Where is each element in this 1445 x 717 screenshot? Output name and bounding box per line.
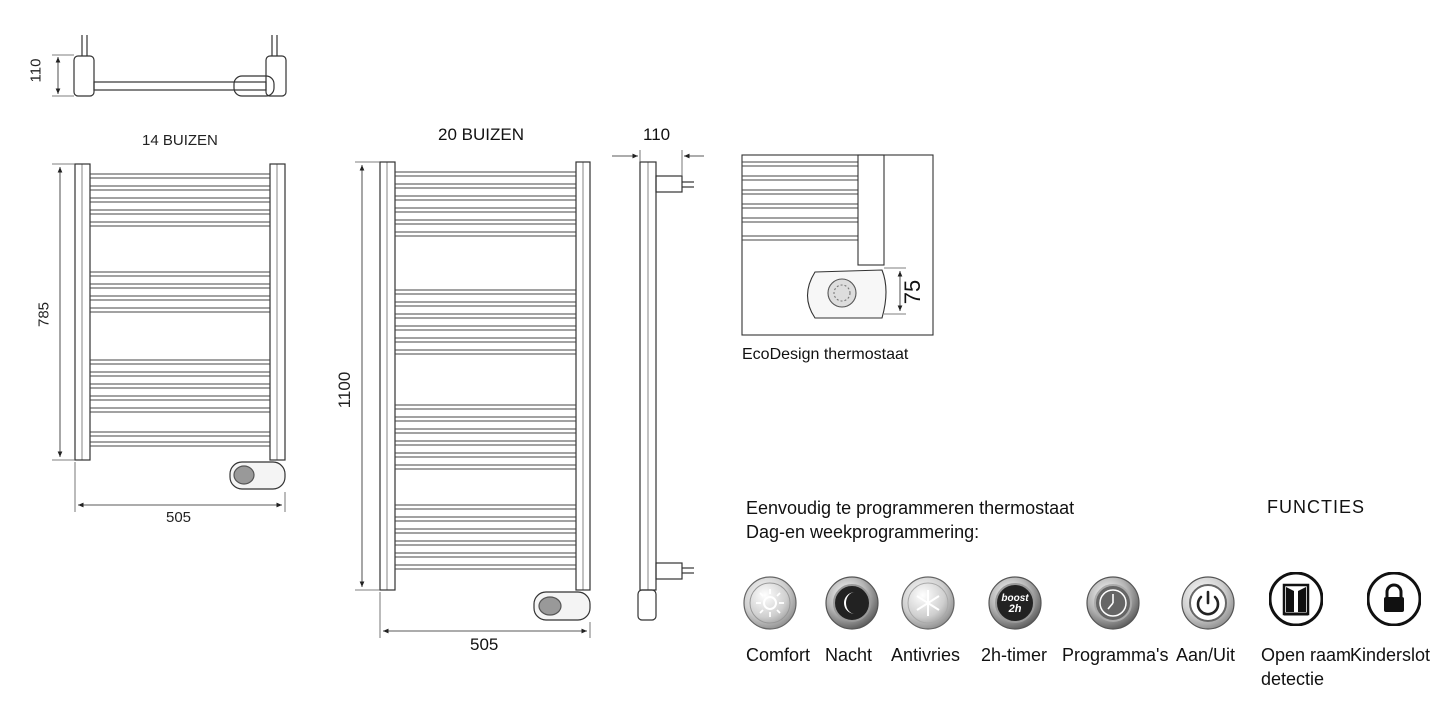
function-label-open-raam: Open raam (1261, 645, 1352, 665)
radiator-14-height-label: 785 (35, 301, 53, 328)
top-view-depth-label: 110 (27, 58, 45, 83)
lock-icon (1367, 572, 1421, 626)
boost-badge-bottom: 2h (1008, 603, 1022, 615)
thermostat-height-label: 75 (900, 279, 925, 305)
boost-badge-top: boost (1001, 593, 1029, 604)
side-view-depth-label: 110 (643, 125, 671, 144)
radiator-20-title: 20 BUIZEN (438, 125, 524, 144)
boost-icon (988, 576, 1042, 630)
function-label-programmas: Programma's (1062, 645, 1169, 665)
function-label-comfort: Comfort (746, 645, 811, 665)
radiator-14-drawing (52, 164, 285, 512)
power-icon (1181, 576, 1235, 630)
function-label-detectie: detectie (1261, 669, 1325, 689)
radiator-20-height-label: 1100 (335, 371, 354, 409)
intro-line-1: Eenvoudig te programmeren thermostaat (746, 498, 1075, 518)
radiator-14-title: 14 BUIZEN (142, 132, 218, 149)
clock-icon (1086, 576, 1140, 630)
window-icon (1269, 572, 1323, 626)
function-label-2h-timer: 2h-timer (981, 645, 1048, 665)
function-label-kinderslot: Kinderslot (1350, 645, 1431, 665)
snowflake-icon (901, 576, 955, 630)
thermostat-detail-drawing (742, 155, 933, 335)
radiator-14-width-label: 505 (166, 509, 192, 526)
functions-heading: FUNCTIES (1267, 497, 1365, 517)
side-view-drawing (612, 150, 704, 620)
top-view (52, 35, 286, 96)
radiator-20-drawing (355, 162, 590, 638)
function-label-antivries: Antivries (891, 645, 961, 665)
function-label-aan-uit: Aan/Uit (1176, 645, 1236, 665)
moon-icon (825, 576, 879, 630)
intro-line-2: Dag-en weekprogrammering: (746, 522, 980, 542)
sun-icon (743, 576, 797, 630)
function-label-nacht: Nacht (825, 645, 873, 665)
thermostat-caption: EcoDesign thermostaat (742, 346, 909, 363)
radiator-20-width-label: 505 (470, 635, 499, 654)
